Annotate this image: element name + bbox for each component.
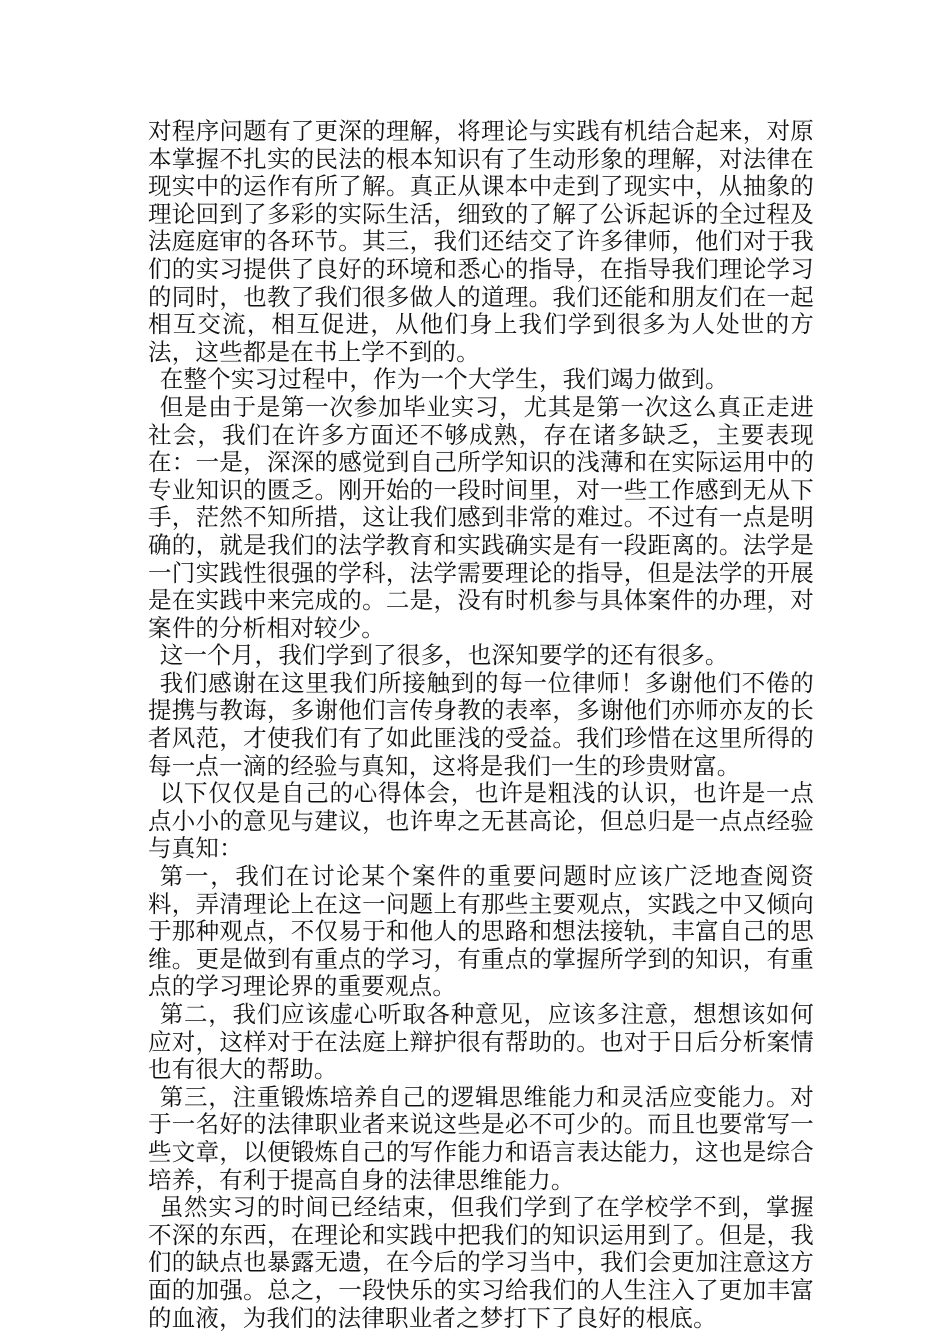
document-body	[148, 118, 814, 1332]
paragraph-6: 以下仅仅是自己的心得体会，也许是粗浅的认识，也许是一点点小小的意见与建议，也许卑之无甚高论，但总归是一点点经验与真知：	[148, 779, 814, 863]
paragraph-8: 第二，我们应该虚心听取各种意见，应该多注意，想想该如何应对，这样对于在法庭上辩护很有帮助的。也对于日后分析案情也有很大的帮助。	[148, 1000, 814, 1084]
paragraph-7: 第一，我们在讨论某个案件的重要问题时应该广泛地查阅资料，弄清理论上在这一问题上有那些主要观点，实践之中又倾向于那种观点，不仅易于和他人的思路和想法接轨，丰富自己的思维。更是做到有重点的学习，有重点的掌握所学到的知识，有重点的学习理论界的重要观点。	[148, 862, 814, 1001]
paragraph-4: 这一个月，我们学到了很多，也深知要学的还有很多。	[159, 641, 729, 670]
paragraph-1: 对程序问题有了更深的理解，将理论与实践有机结合起来，对原本掌握不扎实的民法的根本知识有了生动形象的理解，对法律在现实中的运作有所了解。真正从课本中走到了现实中，从抽象的理论回到了多彩的实际生活，细致的了解了公诉起诉的全过程及法庭庭审的各环节。其三，我们还结交了许多律师，他们对于我们的实习提供了良好的环境和悉心的指导，在指导我们理论学习的同时，也教了我们很多做人的道理。我们还能和朋友们在一起相互交流，相互促进，从他们身上我们学到很多为人处世的方法，这些都是在书上学不到的。	[148, 117, 814, 366]
paragraph-2: 在整个实习过程中，作为一个大学生，我们竭力做到。	[159, 365, 729, 394]
paragraph-5: 我们感谢在这里我们所接触到的每一位律师！多谢他们不倦的提携与教诲，多谢他们言传身教的表率，多谢他们亦师亦友的长者风范，才使我们有了如此匪浅的受益。我们珍惜在这里所得的每一点一滴的经验与真知，这将是我们一生的珍贵财富。	[148, 668, 814, 780]
paragraph-3: 但是由于是第一次参加毕业实习，尤其是第一次这么真正走进社会，我们在许多方面还不够成熟，存在诸多缺乏，主要表现在：一是，深深的感觉到自己所学知识的浅薄和在实际运用中的专业知识的匮乏。刚开始的一段时间里，对一些工作感到无从下手，茫然不知所措，这让我们感到非常的难过。不过有一点是明确的，就是我们的法学教育和实践确实是有一段距离的。法学是一门实践性很强的学科，法学需要理论的指导，但是法学的开展是在实践中来完成的。二是，没有时机参与具体案件的办理，对案件的分析相对较少。	[148, 392, 814, 642]
paragraph-10: 虽然实习的时间已经结束，但我们学到了在学校学不到，掌握不深的东西，在理论和实践中把我们的知识运用到了。但是，我们的缺点也暴露无遗，在今后的学习当中，我们会更加注意这方面的加强。总之，一段快乐的实习给我们的人生注入了更加丰富的血液，为我们的法律职业者之梦打下了良好的根底。	[148, 1193, 814, 1332]
paragraph-9: 第三，注重锻炼培养自己的逻辑思维能力和灵活应变能力。对于一名好的法律职业者来说这些是必不可少的。而且也要常写一些文章，以便锻炼自己的写作能力和语言表达能力，这也是综合培养，有利于提高自身的法律思维能力。	[148, 1082, 814, 1194]
